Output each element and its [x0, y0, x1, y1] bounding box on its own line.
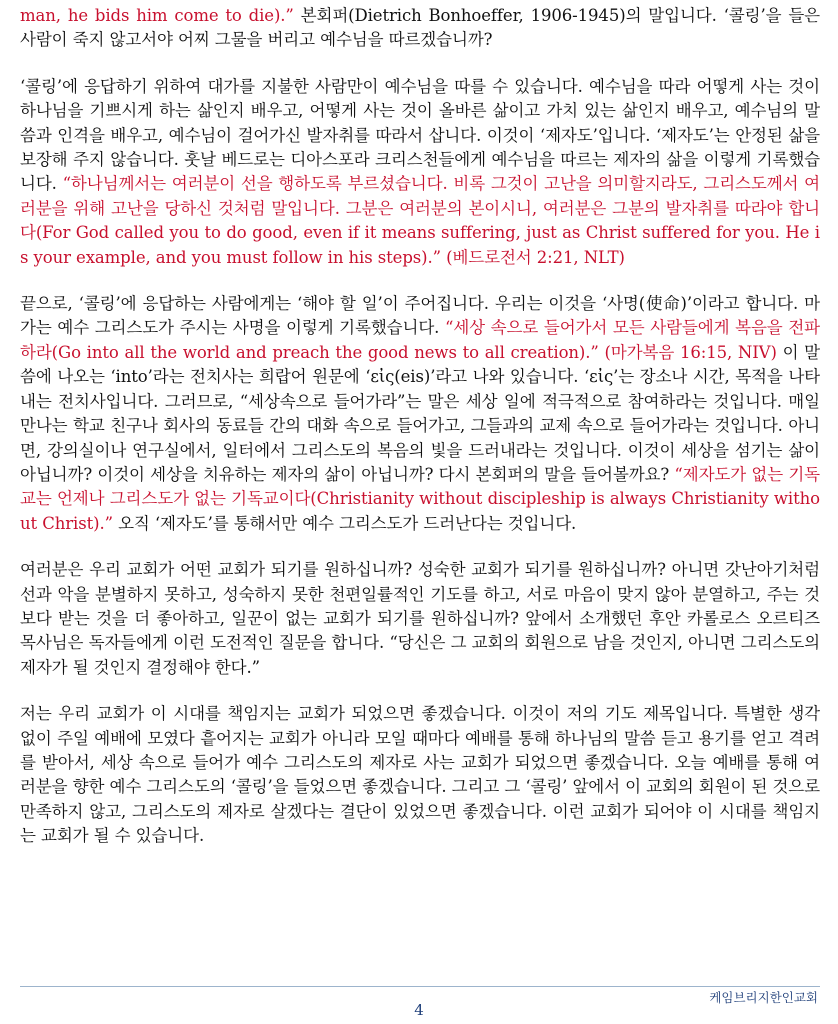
body-text: ‘콜링’에 응답하기 위하여 대가를 지불한 사람만이 예수님을 따를 수 있습니다. 예수님을 따라 어떻게 사는 것이 하나님을 기쁘시게 하는 삶인지 배우고, 어떻게 사는 것이 올바른 삶이고 가치 있는 삶인지 배우고, 예수님의 말씀과 인격을 배우고, 예수님이 걸어가신 발자취를 따라서 삽니다. 이것이 ‘제자도’입니다. ‘제자도’는 안정된 삶을 보장해 주지 않습니다. 훗날 베드로는 디아스포라 크리스천들에게 예수님을 따르는 제자의 삶을 이렇게 기록했습니다. [20, 76, 820, 194]
page-number: 4 [414, 1001, 424, 1019]
quote-text: “세상 속으로 들어가서 모든 사람들에게 복음을 전파하라(Go into all the world and preach the good news to all creation).” (마가복음 16:15, NIV) [20, 318, 820, 362]
body-text: 저는 우리 교회가 이 시대를 책임지는 교회가 되었으면 좋겠습니다. 이것이 저의 기도 제목입니다. 특별한 생각 없이 주일 예배에 모였다 흩어지는 교회가 아니라 모일 때마다 예배를 통해 하나님의 말씀 듣고 용기를 얻고 격려를 받아서, 세상 속으로 들어가 예수 그리스도의 제자로 사는 교회가 되었으면 좋겠습니다. 오늘 예배를 통해 여러분을 향한 예수 그리스도의 ‘콜링’을 들었으면 좋겠습니다. 그리고 그 ‘콜링’ 앞에서 이 교회의 회원이 된 것으로 만족하지 않고, 그리스도의 제자로 살겠다는 결단이 있었으면 좋겠습니다. 이런 교회가 되어야 이 시대를 책임지는 교회가 될 수 있습니다. [20, 704, 820, 846]
footer-divider [20, 986, 820, 987]
body-text: 본회퍼(Dietrich Bonhoeffer, 1906-1945)의 말입니다. ‘콜링’을 들은 사람이 죽지 않고서야 어찌 그물을 버리고 예수님을 따르겠습니까? [20, 6, 821, 50]
paragraph-3 [20, 292, 820, 536]
paragraph-4 [20, 558, 820, 680]
paragraph-2 [20, 75, 820, 270]
quote-text: “제자도가 없는 기독교는 언제나 그리스도가 없는 기독교이다(Christianity without discipleship is always Christianity without Christ).” [20, 464, 820, 533]
body-text: 오직 ‘제자도’를 통해서만 예수 그리스도가 드러난다는 것입니다. [112, 513, 577, 533]
document-body [20, 4, 820, 871]
footer-organization: 케임브리지한인교회 [709, 990, 818, 1005]
quote-text: man, he bids him come to die).” [20, 6, 294, 25]
quote-text: “하나님께서는 여러분이 선을 행하도록 부르셨습니다. 비록 그것이 고난을 의미할지라도, 그리스도께서 여러분을 위해 고난을 당하신 것처럼 말입니다. 그분은 여러분의 본이시니, 여러분은 그분의 발자취를 따라야 합니다(For God called you to do good, even if it means suffering, just as Christ suffered for you. He is your example, and you must follow in his steps).” (베드로전서 2:21, NLT) [20, 174, 820, 267]
body-text: 이 말씀에 나오는 ‘into’라는 전치사는 희랍어 원문에 ‘εἰς(eis)’라고 나와 있습니다. ‘εἰς’는 장소나 시간, 목적을 나타내는 전치사입니다. 그러므로, “세상속으로 들어가라”는 말은 세상 일에 적극적으로 참여하라는 것입니다. 매일 만나는 학교 친구나 회사의 동료들 간의 대화 속으로 들어가고, 그들과의 교제 속으로 들어가라는 것입니다. 아니면, 강의실이나 연구실에서, 일터에서 그리스도의 복음의 빛을 드러내라는 것입니다. 이것이 세상을 섬기는 삶이 아닙니까? 이것이 세상을 치유하는 제자의 삶이 아닙니까? 다시 본회퍼의 말을 들어볼까요? [20, 342, 820, 484]
body-text: 끝으로, ‘콜링’에 응답하는 사람에게는 ‘해야 할 일’이 주어집니다. 우리는 이것을 ‘사명(使命)’이라고 합니다. 마가는 예수 그리스도가 주시는 사명을 이렇게 기록했습니다. [20, 294, 820, 338]
body-text: 여러분은 우리 교회가 어떤 교회가 되기를 원하십니까? 성숙한 교회가 되기를 원하십니까? 아니면 갓난아기처럼 선과 악을 분별하지 못하고, 성숙하지 못한 천편일률적인 기도를 하고, 서로 마음이 맞지 않아 분열하고, 주는 것보다 받는 것을 더 좋아하고, 일꾼이 없는 교회가 되기를 원하십니까? 앞에서 소개했던 후안 카롤로스 오르티즈 목사님은 독자들에게 이런 도전적인 질문을 합니다. “당신은 그 교회의 회원으로 남을 것인지, 아니면 그리스도의 제자가 될 것인지 결정해야 한다.” [20, 560, 820, 677]
paragraph-1 [20, 4, 820, 53]
paragraph-5 [20, 702, 820, 848]
